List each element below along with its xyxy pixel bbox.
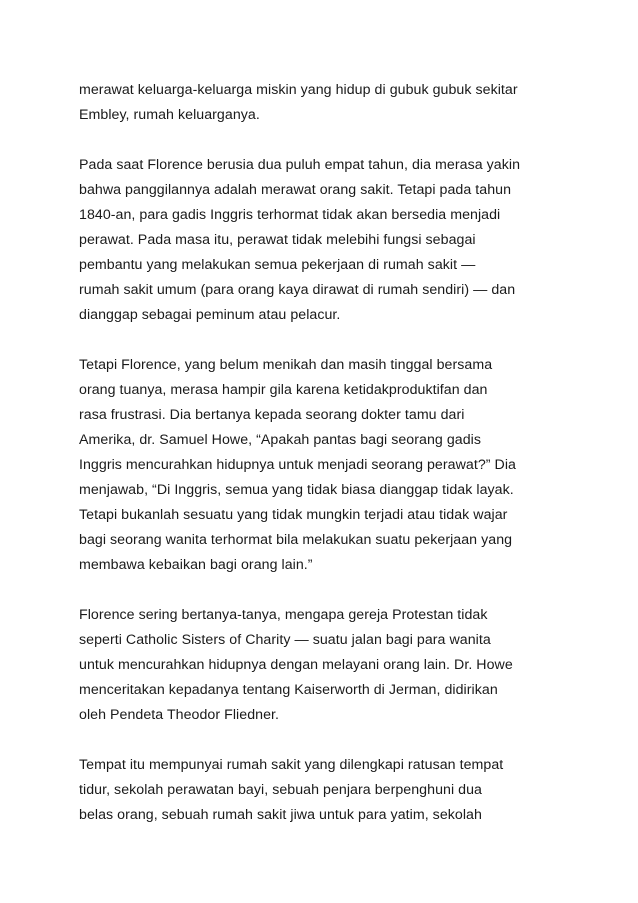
text-line: perawat. Pada masa itu, perawat tidak melebihi fungsi sebagai: [79, 232, 476, 248]
paragraph-1: [79, 78, 579, 128]
paragraph-4: [79, 603, 579, 728]
text-line: untuk mencurahkan hidupnya dengan melayani orang lain. Dr. Howe: [79, 657, 513, 673]
text-line: Amerika, dr. Samuel Howe, “Apakah pantas bagi seorang gadis: [79, 432, 481, 448]
text-line: menceritakan kepadanya tentang Kaiserworth di Jerman, didirikan: [79, 682, 498, 698]
paragraph-3: [79, 353, 579, 578]
text-line: rasa frustrasi. Dia bertanya kepada seorang dokter tamu dari: [79, 407, 465, 423]
text-line: Florence sering bertanya-tanya, mengapa gereja Protestan tidak: [79, 607, 488, 623]
text-line: Inggris mencurahkan hidupnya untuk menjadi seorang perawat?” Dia: [79, 457, 516, 473]
text-line: menjawab, “Di Inggris, semua yang tidak biasa dianggap tidak layak.: [79, 482, 514, 498]
text-line: pembantu yang melakukan semua pekerjaan di rumah sakit —: [79, 257, 476, 273]
text-line: merawat keluarga-keluarga miskin yang hidup di gubuk gubuk sekitar: [79, 82, 518, 98]
text-line: Pada saat Florence berusia dua puluh empat tahun, dia merasa yakin: [79, 157, 521, 173]
text-line: seperti Catholic Sisters of Charity — suatu jalan bagi para wanita: [79, 632, 491, 648]
paragraph-5: [79, 753, 579, 828]
paragraph-2: [79, 153, 579, 328]
text-line: Tetapi bukanlah sesuatu yang tidak mungkin terjadi atau tidak wajar: [79, 507, 508, 523]
text-line: membawa kebaikan bagi orang lain.”: [79, 557, 313, 573]
text-line: Tetapi Florence, yang belum menikah dan masih tinggal bersama: [79, 357, 493, 373]
text-line: rumah sakit umum (para orang kaya dirawat di rumah sendiri) — dan: [79, 282, 516, 298]
document-page: [79, 78, 579, 853]
text-line: 1840-an, para gadis Inggris terhormat tidak akan bersedia menjadi: [79, 207, 501, 223]
text-line: Embley, rumah keluarganya.: [79, 107, 260, 123]
text-line: dianggap sebagai peminum atau pelacur.: [79, 307, 341, 323]
text-line: bagi seorang wanita terhormat bila melakukan suatu pekerjaan yang: [79, 532, 513, 548]
text-line: tidur, sekolah perawatan bayi, sebuah penjara berpenghuni dua: [79, 782, 482, 798]
text-line: bahwa panggilannya adalah merawat orang sakit. Tetapi pada tahun: [79, 182, 512, 198]
text-line: Tempat itu mempunyai rumah sakit yang dilengkapi ratusan tempat: [79, 757, 504, 773]
text-line: oleh Pendeta Theodor Fliedner.: [79, 707, 280, 723]
text-line: belas orang, sebuah rumah sakit jiwa untuk para yatim, sekolah: [79, 807, 482, 823]
text-line: orang tuanya, merasa hampir gila karena ketidakproduktifan dan: [79, 382, 488, 398]
